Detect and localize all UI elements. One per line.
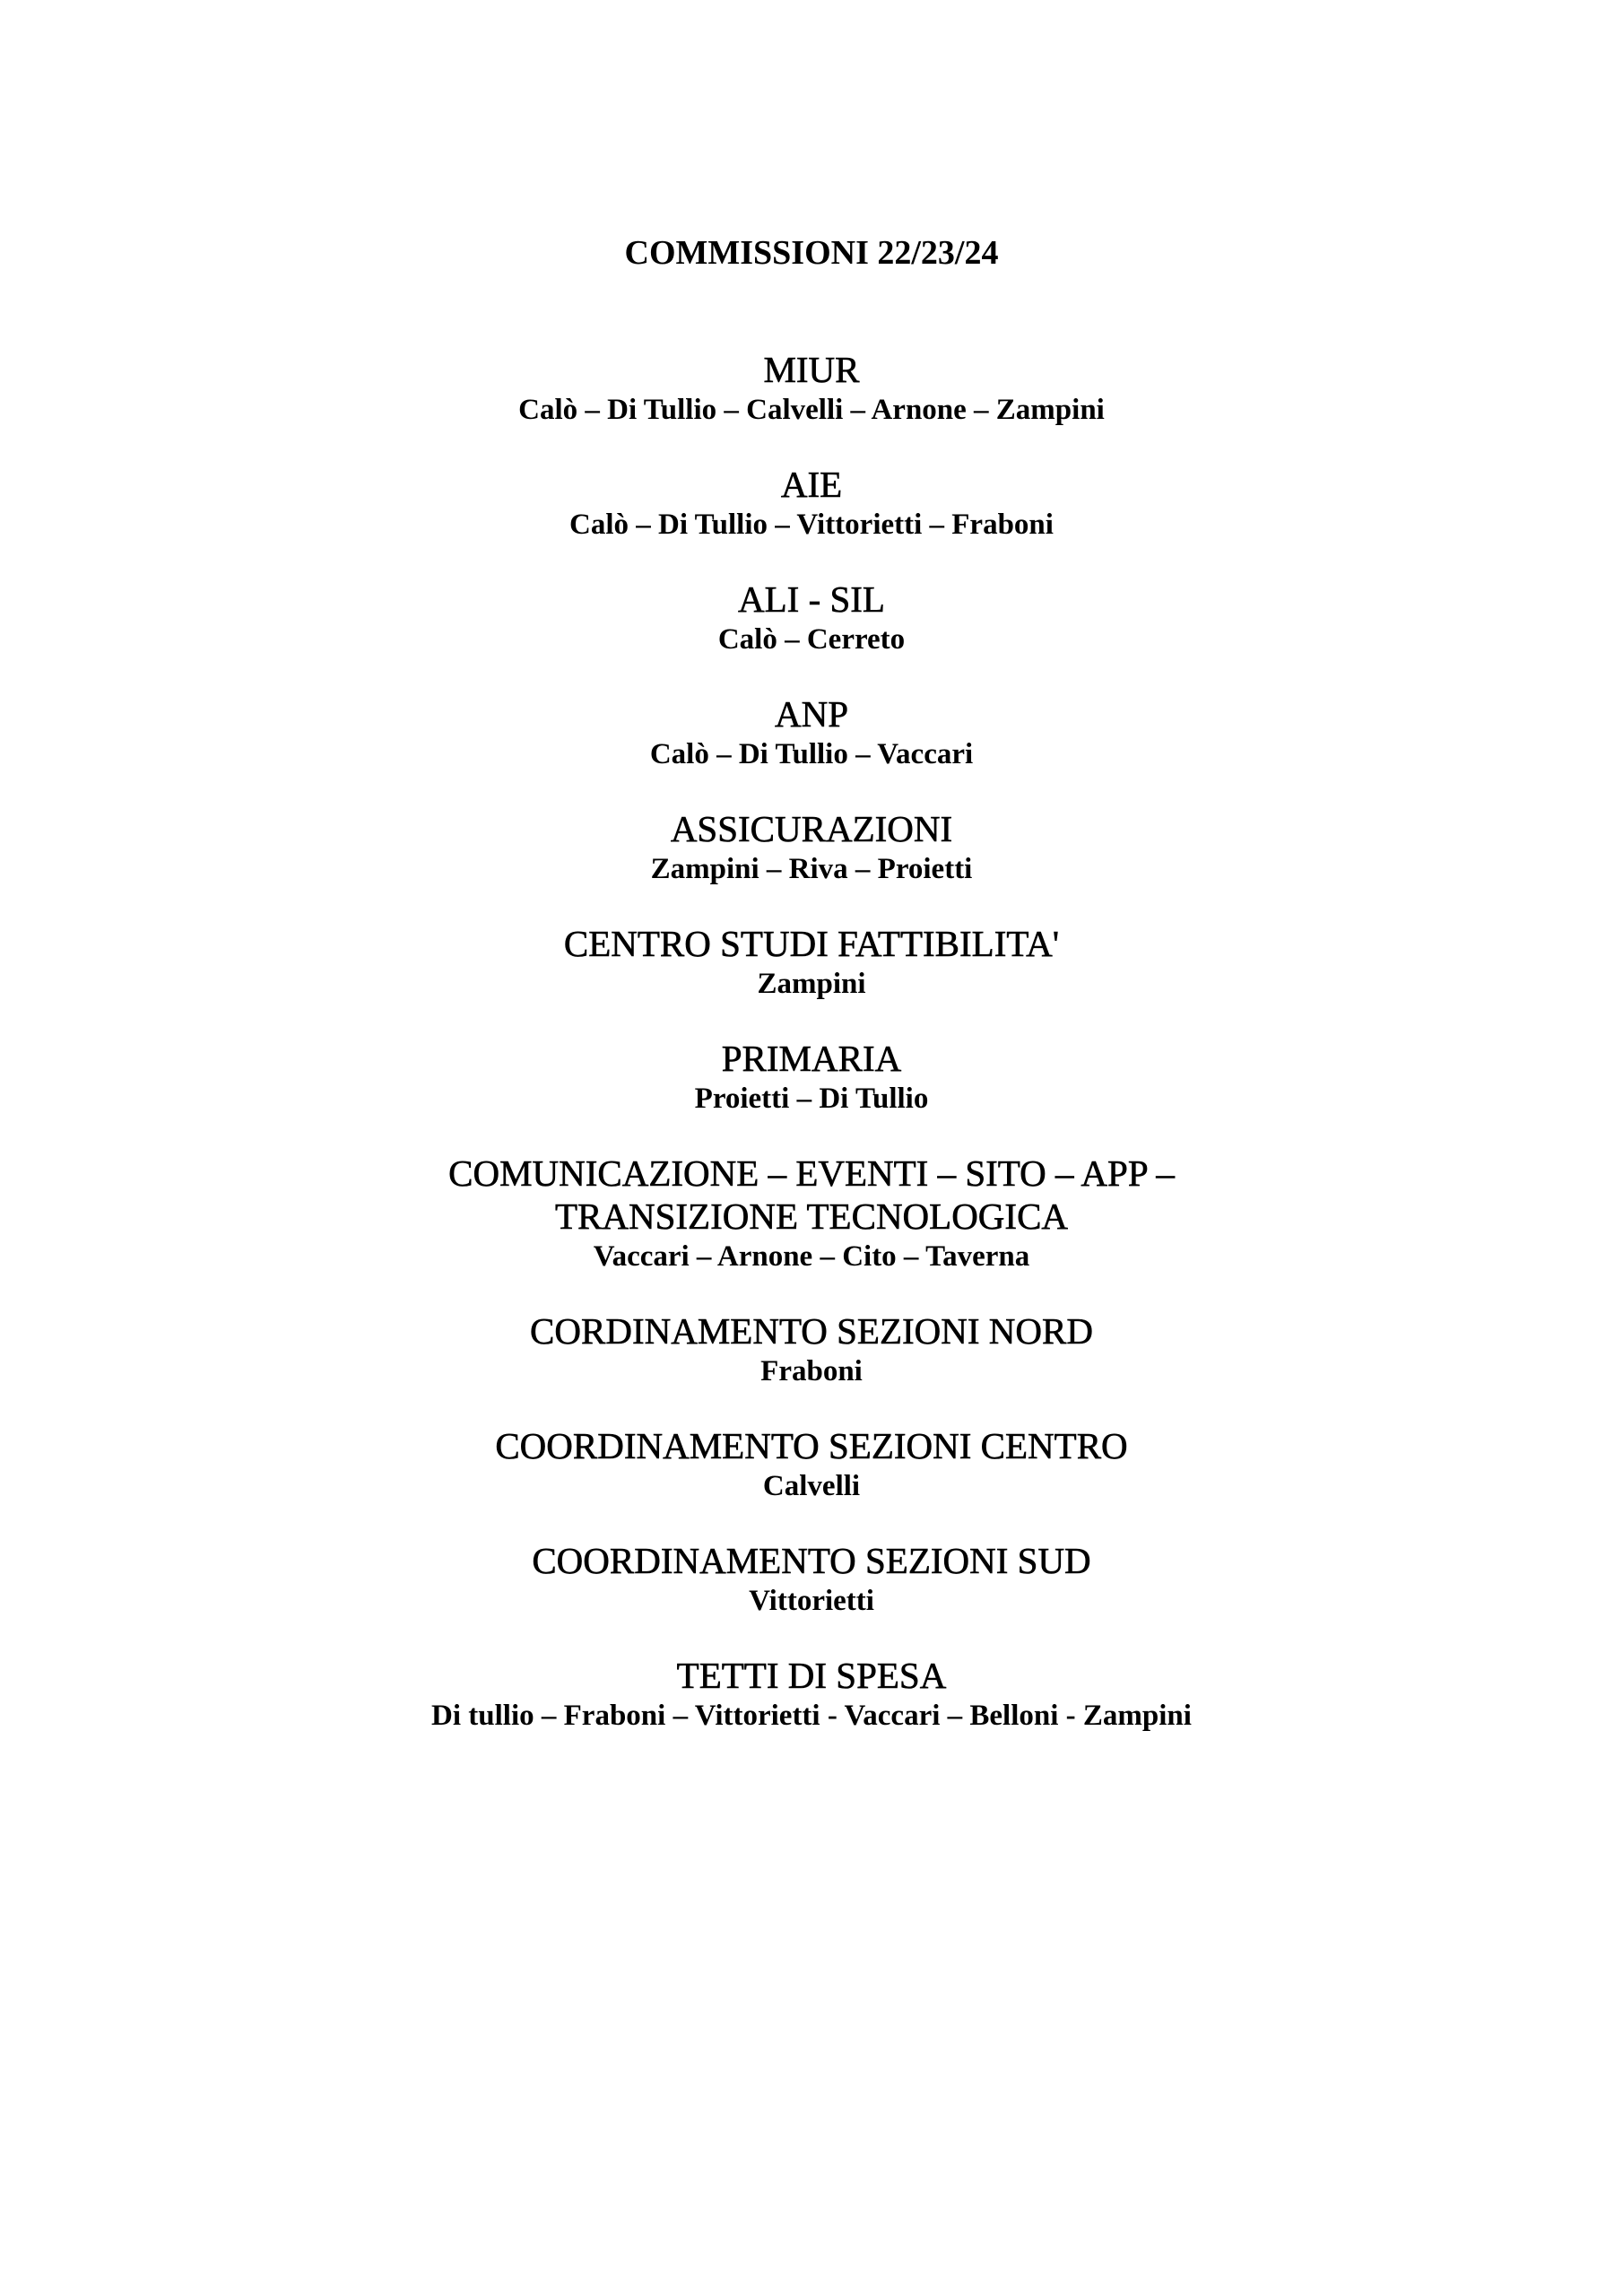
commission-assicurazioni <box>0 807 1623 888</box>
commission-title: ALI - SIL <box>738 578 885 620</box>
commission-members: Calò – Di Tullio – Calvelli – Arnone – Zampini <box>518 394 1105 426</box>
commission-title: TETTI DI SPESA <box>676 1655 947 1696</box>
commission-sezioni-centro <box>0 1424 1623 1505</box>
document-title: COMMISSIONI 22/23/24 <box>624 234 999 272</box>
commission-members: Calvelli <box>762 1470 861 1502</box>
commission-primaria <box>0 1037 1623 1118</box>
commission-members: Zampini <box>757 968 866 1000</box>
commission-sezioni-sud <box>0 1539 1623 1620</box>
commission-aie <box>0 463 1623 544</box>
commission-members: Calò – Cerreto <box>717 623 906 656</box>
commission-title: ANP <box>774 693 849 735</box>
commission-title: AIE <box>780 464 843 505</box>
commission-title: COORDINAMENTO SEZIONI SUD <box>532 1540 1091 1581</box>
commission-title: COORDINAMENTO SEZIONI CENTRO <box>495 1425 1128 1466</box>
commission-anp <box>0 692 1623 773</box>
commission-title: MIUR <box>763 349 860 390</box>
commission-title: ASSICURAZIONI <box>670 808 953 849</box>
commission-miur <box>0 348 1623 429</box>
commission-sezioni-nord <box>0 1309 1623 1390</box>
commission-members: Vaccari – Arnone – Cito – Taverna <box>593 1240 1030 1273</box>
commission-members: Calò – Di Tullio – Vaccari <box>649 738 974 770</box>
commission-members: Zampini – Riva – Proietti <box>650 853 973 885</box>
commission-centro-studi <box>0 922 1623 1003</box>
commission-list <box>0 348 1623 1769</box>
commission-title: PRIMARIA <box>721 1038 902 1079</box>
commission-title-line-2: TRANSIZIONE TECNOLOGICA <box>554 1196 1069 1237</box>
commission-members: Proietti – Di Tullio <box>694 1083 929 1115</box>
commission-members: Di tullio – Fraboni – Vittorietti - Vaccari – Belloni - Zampini <box>431 1700 1192 1732</box>
commission-title: CENTRO STUDI FATTIBILITA' <box>563 923 1060 964</box>
commission-members: Calò – Di Tullio – Vittorietti – Fraboni <box>569 509 1054 541</box>
commission-comunicazione <box>0 1152 1623 1275</box>
commission-members: Fraboni <box>760 1355 863 1387</box>
commission-title-line-1: COMUNICAZIONE – EVENTI – SITO – APP – <box>448 1152 1175 1194</box>
commission-title: CORDINAMENTO SEZIONI NORD <box>530 1310 1093 1352</box>
commission-tetti-di-spesa <box>0 1654 1623 1735</box>
commission-members: Vittorietti <box>749 1585 874 1617</box>
commission-ali-sil <box>0 578 1623 658</box>
